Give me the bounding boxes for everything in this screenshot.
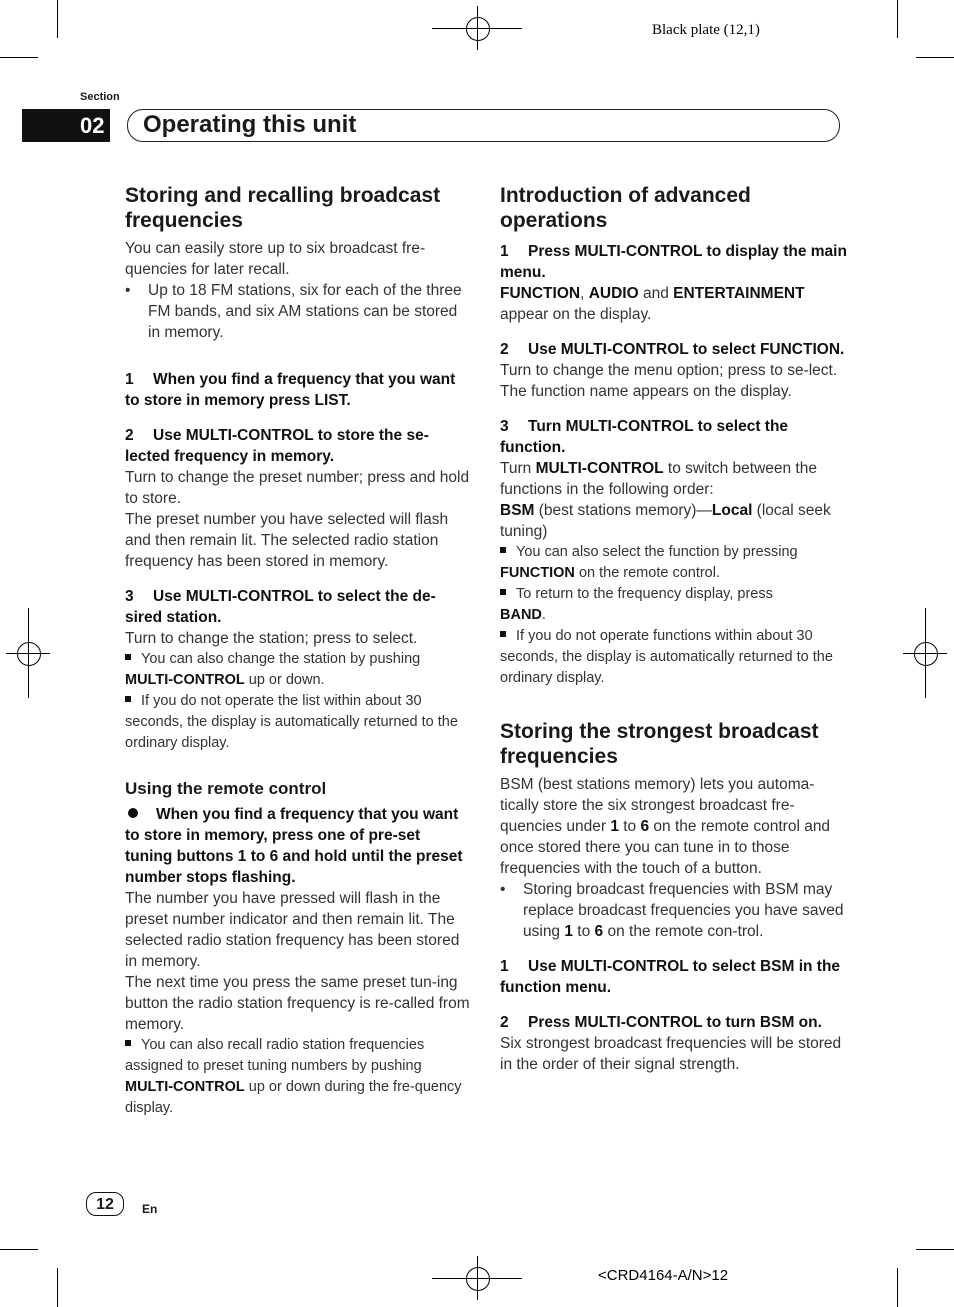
step-1: 1 When you find a frequency that you want to store in memory press LIST.	[125, 371, 456, 409]
section-label: Section	[80, 91, 120, 103]
registration-mark-icon	[466, 17, 490, 41]
note-item: To return to the frequency display, press BAND.	[500, 586, 773, 623]
step-2-text: The function name appears on the display.	[500, 383, 792, 400]
square-bullet-icon	[125, 654, 131, 660]
crop-mark	[897, 0, 898, 38]
remote-step: When you find a frequency that you want to store in memory, press one of pre-set tuning buttons 1 to 6 and hold until the preset number stops flashing.	[125, 806, 463, 886]
left-column	[125, 183, 470, 1119]
plate-label: Black plate (12,1)	[652, 22, 760, 38]
step-3-text: Turn to change the station; press to select.	[125, 630, 418, 647]
remote-text: The next time you press the same preset tun-ing button the radio station frequency is re-called from memory.	[125, 974, 470, 1033]
bullet-item: • Up to 18 FM stations, six for each of the three FM bands, and six AM stations can be stored in memory.	[125, 280, 470, 343]
language-label: En	[142, 1202, 158, 1216]
step-2-text: Turn to change the menu option; press to se-lect.	[500, 362, 838, 379]
note-item: If you do not operate functions within about 30 seconds, the display is automatically returned to the ordinary display.	[500, 628, 833, 686]
bsm-step-2-text: Six strongest broadcast frequencies will be stored in the order of their signal strength.	[500, 1035, 842, 1073]
step-1-text: FUNCTION, AUDIO and ENTERTAINMENT appear on the display.	[500, 285, 805, 323]
bsm-text: BSM (best stations memory) lets you automa-tically store the six strongest broadcast fre-quencies under 1 to 6 on the remote control and once stored there you can tune in to those frequencies with the touch of a button.	[500, 776, 831, 877]
registration-mark-icon	[914, 642, 938, 666]
square-bullet-icon	[125, 1040, 131, 1046]
crop-mark	[916, 1249, 954, 1250]
step-3: 3 Use MULTI-CONTROL to select the de-sired station.	[125, 588, 436, 626]
crop-mark	[0, 1249, 38, 1250]
step-2: 2 Use MULTI-CONTROL to store the se-lected frequency in memory.	[125, 427, 429, 465]
crop-mark	[57, 1268, 58, 1307]
registration-mark-icon	[17, 642, 41, 666]
page-number: 12	[86, 1192, 124, 1216]
square-bullet-icon	[500, 589, 506, 595]
registration-mark-icon	[477, 6, 478, 50]
square-bullet-icon	[500, 631, 506, 637]
crop-mark	[916, 57, 954, 58]
round-bullet-icon	[128, 808, 138, 818]
document-code: <CRD4164-A/N>12	[598, 1267, 729, 1284]
bullet-item: • Storing broadcast frequencies with BSM may replace broadcast frequencies you have saved using 1 to 6 on the remote con-trol.	[500, 879, 848, 942]
remote-text: The number you have pressed will flash in the preset number indicator and then remain lit. The selected radio station frequency has been stored in memory.	[125, 890, 460, 970]
section-number: 02	[22, 109, 110, 142]
step-2: 2 Use MULTI-CONTROL to select FUNCTION.	[500, 341, 845, 358]
right-column	[500, 183, 848, 1075]
step-1: 1 Press MULTI-CONTROL to display the main menu.	[500, 243, 847, 281]
heading-storing-strongest: Storing the strongest broadcast frequencies	[500, 720, 819, 768]
crop-mark	[57, 0, 58, 38]
step-2-text: The preset number you have selected will flash and then remain lit. The selected radio station frequency has been stored in memory.	[125, 511, 449, 570]
note-item: You can also recall radio station frequencies assigned to preset tuning numbers by pushing MULTI-CONTROL up or down during the fre-quency display.	[125, 1037, 462, 1116]
registration-mark-icon	[466, 1267, 490, 1291]
function-order: BSM (best stations memory)—Local (local seek tuning)	[500, 502, 831, 540]
registration-mark-icon	[28, 608, 29, 698]
heading-remote-control: Using the remote control	[125, 779, 327, 798]
bsm-step-1: 1 Use MULTI-CONTROL to select BSM in the function menu.	[500, 958, 841, 996]
crop-mark	[0, 57, 38, 58]
square-bullet-icon	[500, 547, 506, 553]
heading-advanced-operations: Introduction of advanced operations	[500, 184, 751, 232]
step-2-text: Turn to change the preset number; press and hold to store.	[125, 469, 470, 507]
square-bullet-icon	[125, 696, 131, 702]
intro-text: You can easily store up to six broadcast fre-quencies for later recall.	[125, 240, 426, 278]
section-title: Operating this unit	[143, 111, 357, 138]
registration-mark-icon	[477, 1256, 478, 1300]
crop-mark	[897, 1268, 898, 1307]
note-item: You can also select the function by pressing FUNCTION on the remote control.	[500, 544, 798, 581]
note-item: If you do not operate the list within about 30 seconds, the display is automatically returned to the ordinary display.	[125, 693, 458, 751]
step-3: 3 Turn MULTI-CONTROL to select the function.	[500, 418, 789, 456]
note-item: You can also change the station by pushing MULTI-CONTROL up or down.	[125, 651, 421, 688]
step-3-text: Turn MULTI-CONTROL to switch between the functions in the following order:	[500, 460, 817, 498]
heading-storing-recalling: Storing and recalling broadcast frequencies	[125, 184, 441, 232]
bsm-step-2: 2 Press MULTI-CONTROL to turn BSM on.	[500, 1014, 822, 1031]
registration-mark-icon	[925, 608, 926, 698]
